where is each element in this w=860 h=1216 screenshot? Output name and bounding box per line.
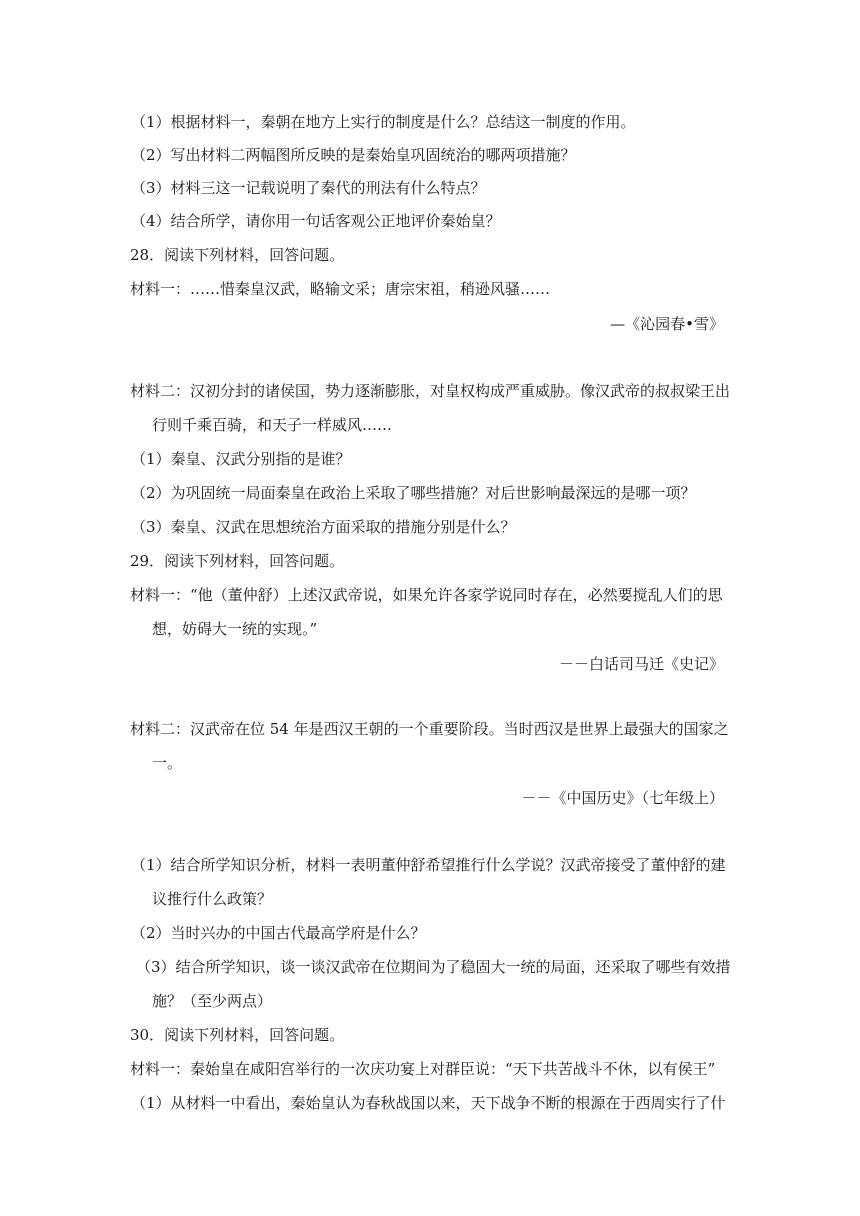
q30-heading: 30．阅读下列材料，回答问题。 [130, 1026, 345, 1044]
q29-material-2-line-2: 一。 [152, 754, 183, 772]
q29-material-2-source: －－《中国历史》（七年级上） [521, 789, 724, 807]
q29-sub-question-2: （2）当时兴办的中国古代最高学府是什么？ [131, 924, 426, 942]
q27-sub-question-3: （3）材料三这一记载说明了秦代的刑法有什么特点？ [131, 179, 486, 197]
q28-material-2-line-1: 材料二：汉初分封的诸侯国，势力逐渐膨胀，对皇权构成严重威胁。像汉武帝的叔叔梁王出 [130, 382, 731, 400]
q29-material-2-line-1: 材料二：汉武帝在位 54 年是西汉王朝的一个重要阶段。当时西汉是世界上最强大的国家之 [130, 720, 729, 738]
q29-sub-question-3-line-1: （3）结合所学知识，谈一谈汉武帝在位期间为了稳固大一统的局面，还采取了哪些有效措 [136, 958, 731, 976]
q28-heading: 28．阅读下列材料，回答问题。 [130, 246, 345, 264]
q29-sub-question-1-line-1: （1）结合所学知识分析，材料一表明董仲舒希望推行什么学说？汉武帝接受了董仲舒的建 [131, 856, 726, 874]
q28-sub-question-2: （2）为巩固统一局面秦皇在政治上采取了哪些措施？对后世影响最深远的是哪一项？ [131, 484, 696, 502]
q28-material-1-source: —《沁园春•雪》 [610, 315, 724, 333]
q28-sub-question-1: （1）秦皇、汉武分别指的是谁？ [131, 450, 351, 468]
q30-sub-question-1-line-1: （1）从材料一中看出，秦始皇认为春秋战国以来，天下战争不断的根源在于西周实行了什 [131, 1094, 726, 1112]
q28-sub-question-3: （3）秦皇、汉武在思想统治方面采取的措施分别是什么？ [131, 518, 516, 536]
q29-heading: 29．阅读下列材料，回答问题。 [130, 552, 345, 570]
q29-material-1-line-1: 材料一：“他（董仲舒）上述汉武帝说，如果允许各家学说同时存在，必然要搅乱人们的思 [130, 586, 723, 604]
q29-sub-question-1-line-2: 议推行什么政策？ [152, 890, 273, 908]
q29-material-1-source: －－白话司马迁《史记》 [558, 655, 724, 673]
q28-material-2-line-2: 行则千乘百骑，和天子一样威风…… [152, 416, 393, 434]
q27-sub-question-2: （2）写出材料二两幅图所反映的是秦始皇巩固统治的哪两项措施？ [131, 146, 576, 164]
q28-material-1: 材料一：……惜秦皇汉武，略输文采；唐宗宋祖，稍逊风骚…… [130, 280, 551, 298]
q27-sub-question-1: （1）根据材料一，秦朝在地方上实行的制度是什么？总结这一制度的作用。 [131, 113, 636, 131]
q27-sub-question-4: （4）结合所学，请你用一句话客观公正地评价秦始皇？ [131, 212, 501, 230]
q29-sub-question-3-line-2: 施？（至少两点） [152, 992, 273, 1010]
q29-material-1-line-2: 想，妨碍大一统的实现。” [152, 620, 318, 638]
q30-material-1: 材料一：秦始皇在咸阳宫举行的一次庆功宴上对群臣说：“天下共苦战斗不休，以有侯王” [130, 1060, 716, 1078]
